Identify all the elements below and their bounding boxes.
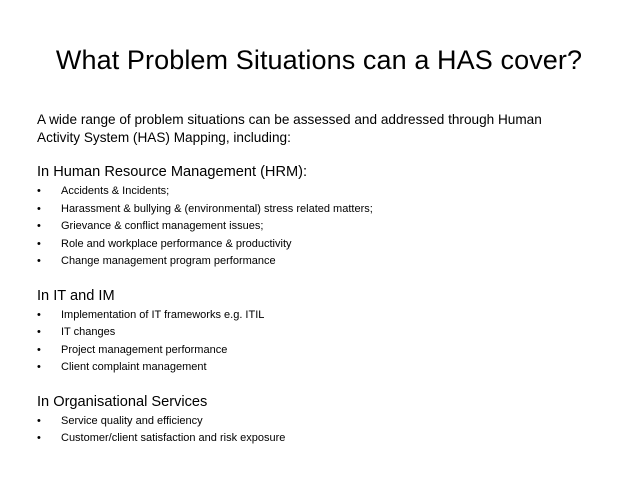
list-item-text: Implementation of IT frameworks e.g. ITIL (61, 308, 265, 321)
intro-paragraph: A wide range of problem situations can be assessed and addressed through Human Activity System (HAS) Mapping, including: (37, 112, 542, 145)
list-item-text: Change management program performance (61, 255, 276, 267)
list-item-text: Harassment & bullying & (environmental) stress related matters; (61, 202, 373, 215)
list-item (37, 307, 607, 325)
slide-body (37, 111, 607, 448)
section-heading: In Human Resource Management (HRM): (37, 164, 308, 180)
list-item-text: Role and workplace performance & productivity (61, 237, 292, 250)
list-item-text: Service quality and efficiency (61, 414, 203, 427)
bullet-icon: • (37, 185, 41, 197)
bullet-icon: • (37, 361, 41, 373)
bullet-icon: • (37, 432, 41, 444)
list-item (37, 342, 607, 360)
list-item-text: IT changes (61, 326, 116, 338)
list-item (37, 201, 607, 219)
list-item (37, 218, 607, 236)
bullet-icon: • (37, 255, 41, 267)
list-item (37, 236, 607, 254)
list-item-text: Accidents & Incidents; (61, 185, 170, 197)
section-hrm (37, 163, 607, 271)
list-item-text: Grievance & conflict management issues; (61, 220, 264, 232)
list-item (37, 430, 607, 448)
bullet-list (37, 413, 607, 448)
bullet-icon: • (37, 414, 41, 427)
bullet-icon: • (37, 343, 41, 356)
list-item-text: Client complaint management (61, 361, 207, 373)
section-it-im (37, 287, 607, 377)
section-heading: In IT and IM (37, 287, 115, 304)
bullet-list (37, 307, 607, 377)
section-heading: In Organisational Services (37, 393, 208, 410)
list-item (37, 359, 607, 377)
list-item-text: Project management performance (61, 343, 228, 356)
list-item-text: Customer/client satisfaction and risk exposure (61, 432, 286, 444)
bullet-icon: • (37, 202, 41, 215)
list-item (37, 253, 607, 271)
slide-title: What Problem Situations can a HAS cover? (55, 45, 583, 75)
list-item (37, 183, 607, 201)
bullet-icon: • (37, 326, 41, 338)
list-item (37, 324, 607, 342)
section-organisational-services (37, 393, 607, 448)
bullet-icon: • (37, 237, 41, 250)
bullet-icon: • (37, 308, 41, 321)
bullet-list (37, 183, 607, 271)
bullet-icon: • (37, 220, 41, 232)
list-item (37, 413, 607, 431)
